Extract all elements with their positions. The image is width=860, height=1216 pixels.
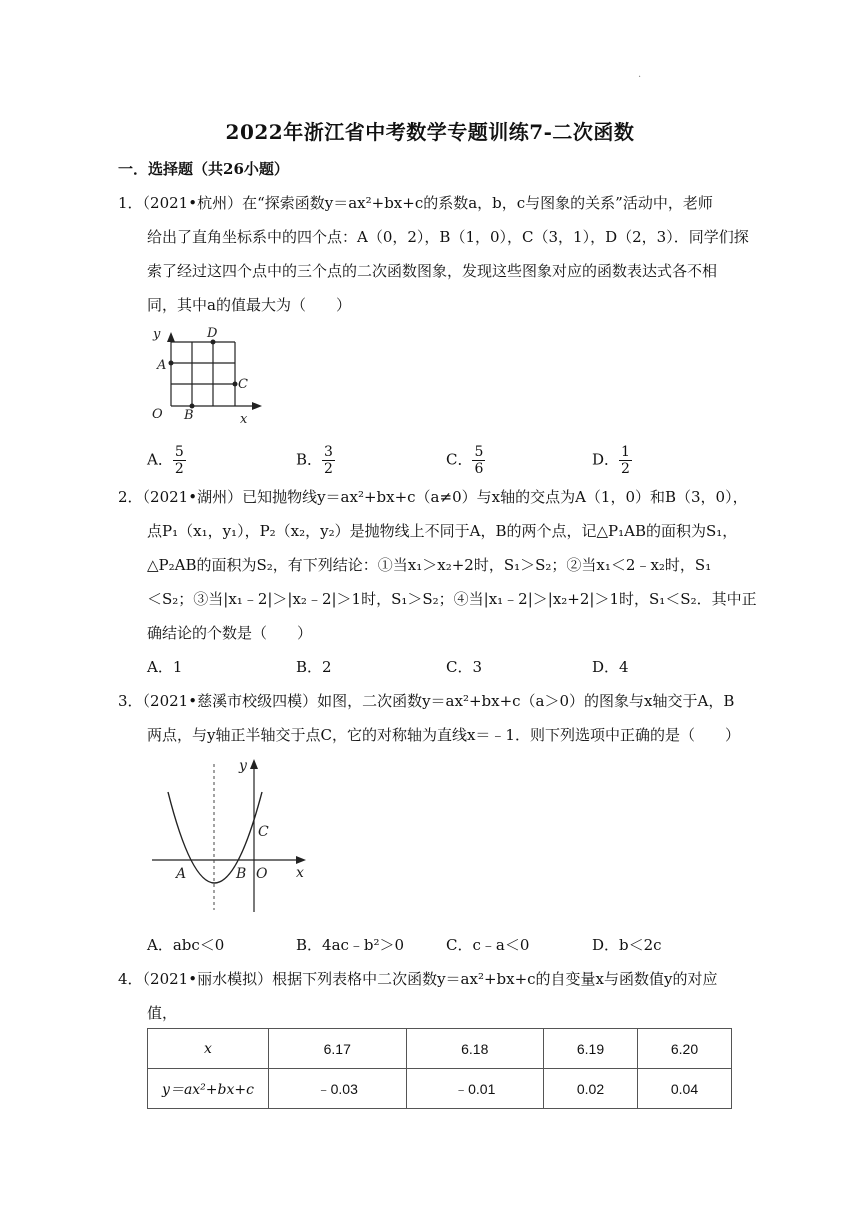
table-cell: ﹣0.03 [269,1069,407,1109]
q2-line-3: △P₂AB的面积为S₂，有下列结论：①当x₁＞x₂+2时，S₁＞S₂；②当x₁＜2﹣x₂时，S₁ [147,556,712,574]
table-row [148,1029,732,1069]
q1-line-2: 给出了直角坐标系中的四个点：A（0，2），B（1，0），C（3，1），D（2，3）．同学们探 [147,228,749,246]
q3-line-1: 3．（2021•慈溪市校级四模）如图，二次函数y＝ax²+bx+c（a＞0）的图象与x轴交于A，B [118,692,735,710]
q3-label-y: y [239,758,247,774]
q2-option-b: B．2 [296,658,332,676]
q3-label-o: O [256,866,268,882]
q4-line-1: 4．（2021•丽水模拟）根据下列表格中二次函数y＝ax²+bx+c的自变量x与函数值y的对应 [118,970,718,988]
q1-label-x: x [240,412,248,427]
q1-option-c: C． $\frac{5}{6}$ [446,444,484,477]
q1-grid-figure [140,322,270,430]
q2-option-c: C．3 [446,658,483,676]
table-cell: 6.18 [406,1029,544,1069]
q3-label-c: C [258,824,269,840]
q3-label-a: A [176,866,187,882]
q3-option-d: D．b＜2c [592,936,662,954]
q3-option-b: B．4ac﹣b²＞0 [296,936,405,954]
q1-option-b: B． $\frac{3}{2}$ [296,444,333,477]
q2-line-1: 2．（2021•湖州）已知抛物线y＝ax²+bx+c（a≠0）与x轴的交点为A（1，0）和B（3，0）， [118,488,748,506]
q2-option-a: A．1 [147,658,183,676]
q1-line-4: 同，其中a的值最大为（ ） [147,296,351,314]
point-c [233,382,238,387]
table-cell: 6.17 [269,1029,407,1069]
q3-label-b: B [236,866,247,882]
table-cell: y＝ax²+bx+c [148,1069,269,1109]
q1-label-o: O [152,407,163,422]
q3-label-x: x [296,865,304,881]
document-title: 2022年浙江省中考数学专题训练7-二次函数 [225,120,635,144]
q1-line-3: 索了经过这四个点中的三个点的二次函数图象，发现这些图象对应的函数表达式各不相 [147,262,718,280]
q1-label-d: D [207,326,218,341]
q1-label-a: A [157,358,167,373]
q3-option-c: C．c﹣a＜0 [446,936,530,954]
point-a [169,361,174,366]
q1-option-a: A． $\frac{5}{2}$ [147,444,184,477]
table-cell: 6.19 [544,1029,638,1069]
header-mark: · [638,72,642,83]
q2-line-4: ＜S₂；③当|x₁﹣2|＞|x₂﹣2|＞1时，S₁＞S₂；④当|x₁﹣2|＞|x₂+2|＞1时，S₁＜S₂．其中正 [147,590,757,608]
q1-label-c: C [238,377,248,392]
table-cell: ﹣0.01 [406,1069,544,1109]
q2-line-2: 点P₁（x₁，y₁），P₂（x₂，y₂）是抛物线上不同于A，B的两个点，记△P₁AB的面积为S₁， [147,522,738,540]
table-cell: 0.04 [637,1069,731,1109]
q2-option-d: D．4 [592,658,629,676]
q1-label-y: y [153,327,161,342]
q1-option-d: D． $\frac{1}{2}$ [592,444,630,477]
q1-label-b: B [184,408,194,423]
q1-line-1: 1．（2021•杭州）在“探索函数y＝ax²+bx+c的系数a，b，c与图象的关系”活动中，老师 [118,194,713,212]
table-cell: 6.20 [637,1029,731,1069]
section-heading: 一．选择题（共26小题） [118,160,289,178]
table-cell: 0.02 [544,1069,638,1109]
q2-line-5: 确结论的个数是（ ） [147,624,313,642]
table-row [148,1069,732,1109]
table-cell: x [148,1029,269,1069]
q3-line-2: 两点，与y轴正半轴交于点C，它的对称轴为直线x＝﹣1．则下列选项中正确的是（ ） [147,726,740,744]
q4-value-table [147,1028,732,1109]
q3-parabola-figure [150,752,315,917]
q3-option-a: A．abc＜0 [147,936,225,954]
q4-line-2: 值， [147,1004,178,1022]
